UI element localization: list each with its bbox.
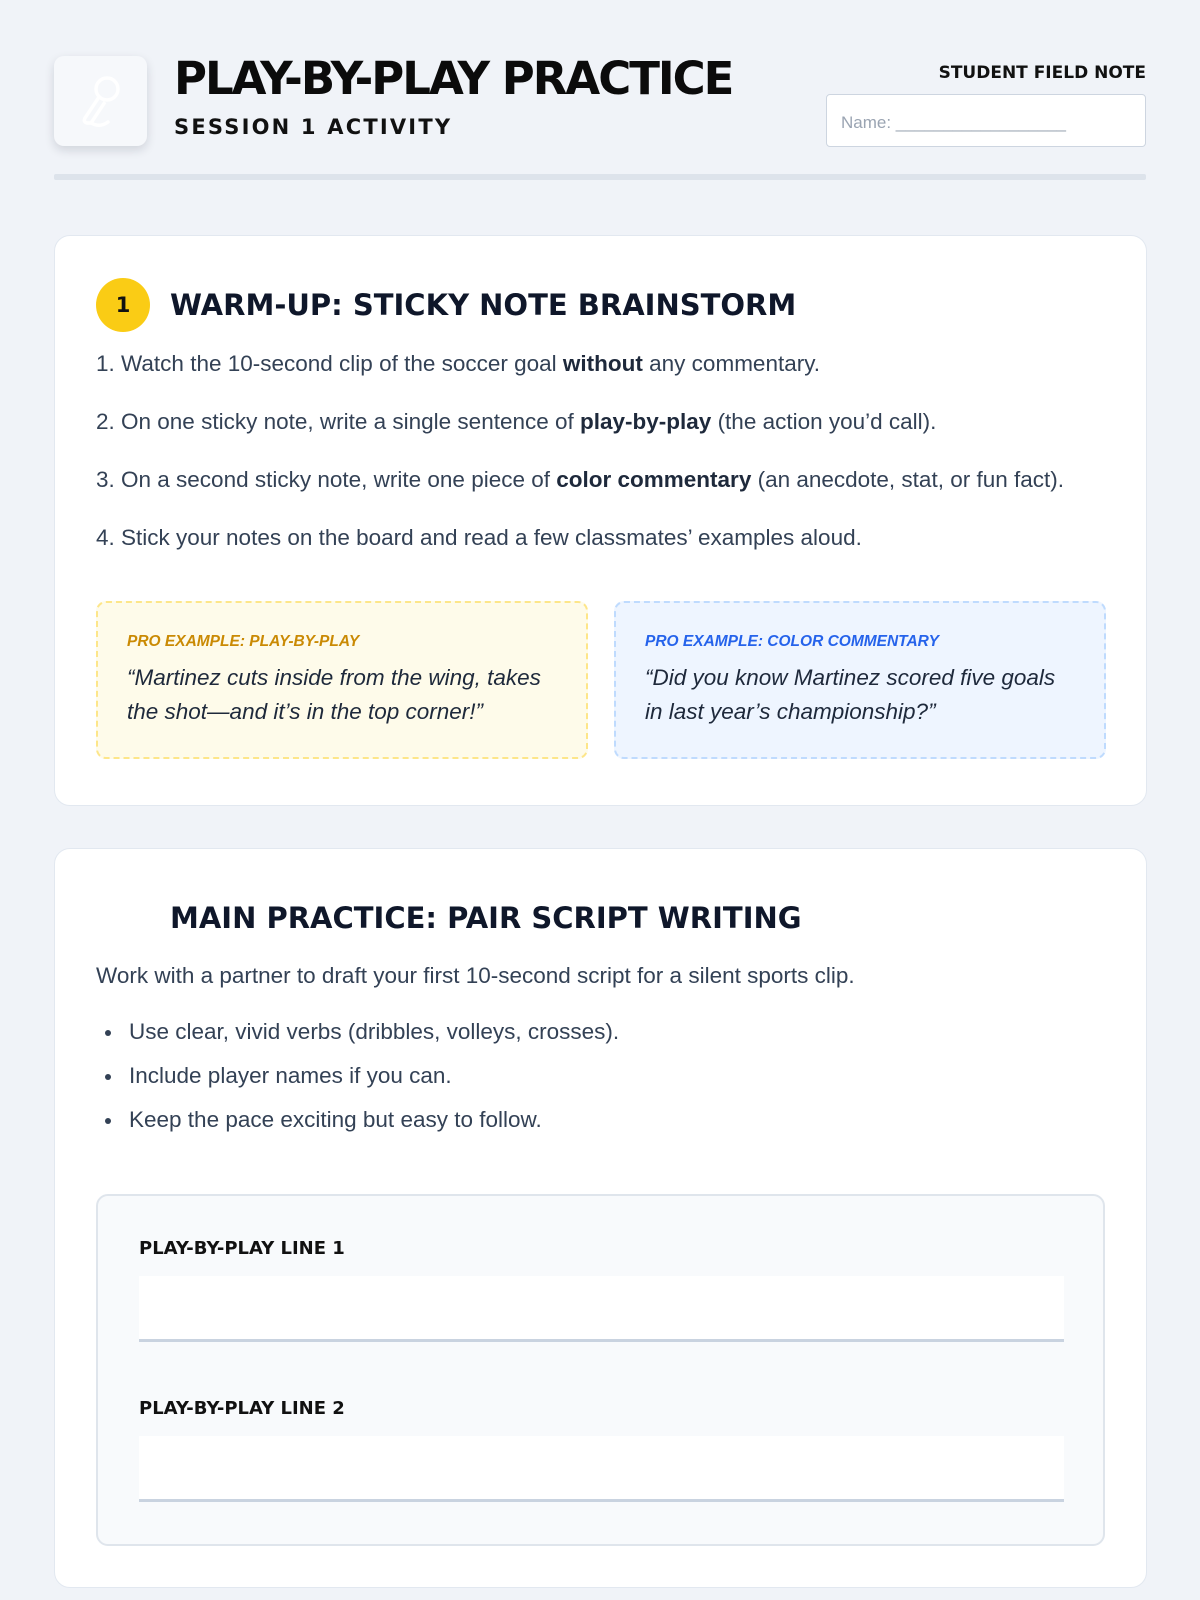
tip-item: Use clear, vivid verbs (dribbles, volleys, crosses).	[105, 1017, 1105, 1061]
page-title: PLAY-BY-PLAY PRACTICE	[174, 52, 733, 105]
warmup-title: WARM-UP: STICKY NOTE BRAINSTORM	[170, 288, 797, 322]
tip-item: Include player names if you can.	[105, 1061, 1105, 1105]
example-label: PRO EXAMPLE: PLAY-BY-PLAY	[127, 633, 360, 650]
main-practice-intro: Work with a partner to draft your first 10-second script for a silent sports clip.	[96, 963, 855, 988]
step-item: 4. Stick your notes on the board and read a few classmates’ examples aloud.	[96, 525, 862, 550]
main-practice-title: MAIN PRACTICE: PAIR SCRIPT WRITING	[170, 901, 802, 935]
example-color-commentary	[614, 601, 1106, 759]
bullet-icon	[105, 1118, 111, 1124]
bullet-icon	[105, 1030, 111, 1036]
step-item: 1. Watch the 10-second clip of the soccer goal without any commentary.	[96, 351, 821, 376]
example-quote: “Martinez cuts inside from the wing, takes the shot—and it’s in the top corner!”	[127, 665, 541, 724]
tips-list	[96, 1017, 1105, 1149]
microphone-icon	[78, 72, 124, 130]
script-box	[96, 1194, 1105, 1546]
line-2-label: PLAY-BY-PLAY LINE 2	[139, 1398, 345, 1419]
field-note-label: STUDENT FIELD NOTE	[938, 63, 1146, 83]
warmup-header	[96, 276, 1105, 336]
tip-item: Keep the pace exciting but easy to follow.	[105, 1105, 1105, 1149]
name-field[interactable]: Name: __________________	[826, 94, 1146, 147]
line-1-label: PLAY-BY-PLAY LINE 1	[139, 1238, 345, 1259]
example-play-by-play	[96, 601, 588, 759]
warmup-steps	[96, 349, 1105, 581]
page-subtitle: SESSION 1 ACTIVITY	[174, 115, 453, 139]
step-item: 2. On one sticky note, write a single sentence of play-by-play (the action you’d call).	[96, 409, 937, 434]
step-number-badge: 1	[96, 278, 150, 332]
warmup-card	[54, 235, 1147, 806]
line-1-input[interactable]	[139, 1276, 1064, 1342]
example-quote: “Did you know Martinez scored five goals in last year’s championship?”	[645, 665, 1056, 724]
header-divider	[54, 174, 1146, 180]
main-practice-card	[54, 848, 1147, 1588]
example-label: PRO EXAMPLE: COLOR COMMENTARY	[645, 633, 939, 650]
bullet-icon	[105, 1074, 111, 1080]
step-item: 3. On a second sticky note, write one piece of color commentary (an anecdote, stat, or fun fact).	[96, 467, 1064, 492]
line-2-input[interactable]	[139, 1436, 1064, 1502]
logo-badge	[54, 56, 147, 146]
main-practice-header	[96, 889, 1105, 949]
pro-examples	[96, 601, 1105, 761]
page-header	[54, 0, 1146, 180]
